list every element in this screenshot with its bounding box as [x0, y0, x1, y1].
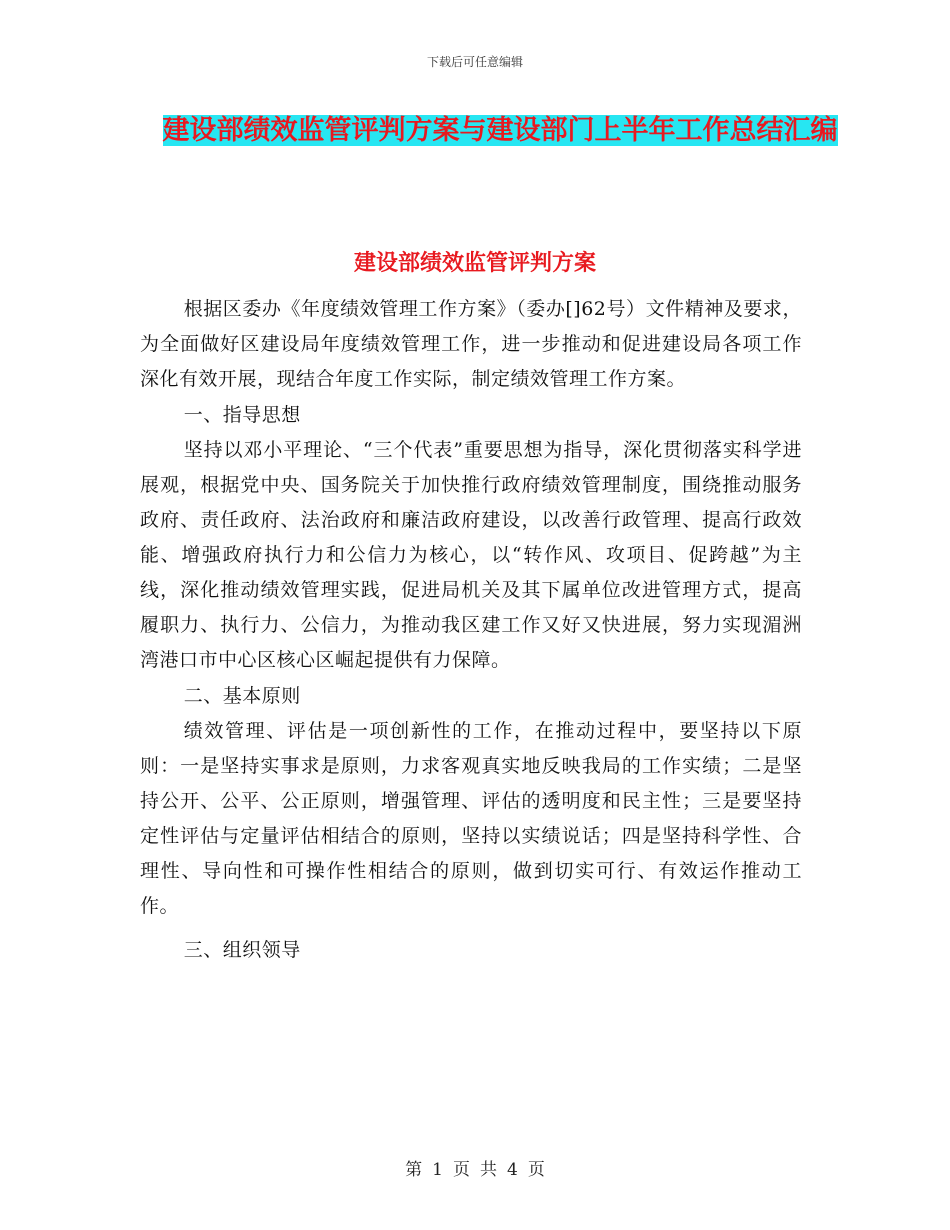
page-footer	[0, 1155, 950, 1180]
body-paragraph-ideology: 坚持以邓小平理论、“三个代表”重要思想为指导，深化贯彻落实科学进展观，根据党中央、国务院关于加快推行政府绩效管理制度，围绕推动服务政府、责任政府、法治政府和廉洁政府建设，以改善行政管理、提高行政效能、增强政府执行力和公信力为核心，以“转作风、攻项目、促跨越”为主线，深化推动绩效管理实践，促进局机关及其下属单位改进管理方式，提高履职力、执行力、公信力，为推动我区建工作又好又快进展，努力实现湄洲湾港口市中心区核心区崛起提供有力保障。	[140, 439, 802, 671]
footer-prefix: 第	[405, 1160, 423, 1180]
page-header-note: 下载后可任意编辑	[426, 55, 523, 69]
footer-suffix: 页	[527, 1160, 545, 1180]
footer-total-pages: 4	[507, 1160, 518, 1180]
heading-basic-principles: 二、基本原则	[183, 685, 301, 707]
document-body	[140, 292, 802, 968]
footer-page-word: 页	[453, 1160, 470, 1180]
heading-organization: 三、组织领导	[183, 939, 301, 961]
document-title-text: 建设部绩效监管评判方案与建设部门上半年工作总结汇编	[162, 115, 838, 146]
body-paragraph-intro: 根据区委办《年度绩效管理工作方案》（委办[]62号）文件精神及要求，为全面做好区建设局年度绩效管理工作，进一步推动和促进建设局各项工作深化有效开展，现结合年度工作实际，制定绩效管理工作方案。	[140, 298, 802, 390]
footer-total-word: 共	[480, 1160, 497, 1180]
section-title: 建设部绩效监管评判方案	[353, 251, 596, 276]
body-paragraph-principles: 绩效管理、评估是一项创新性的工作，在推动过程中，要坚持以下原则：一是坚持实事求是原则，力求客观真实地反映我局的工作实绩；二是坚持公开、公平、公正原则，增强管理、评估的透明度和民主性；三是要坚持定性评估与定量评估相结合的原则，坚持以实绩说话；四是坚持科学性、合理性、导向性和可操作性相结合的原则，做到切实可行、有效运作推动工作。	[140, 720, 802, 917]
footer-page-number: 1	[432, 1160, 443, 1180]
document-title	[150, 108, 850, 153]
heading-guiding-ideology: 一、指导思想	[183, 404, 301, 426]
